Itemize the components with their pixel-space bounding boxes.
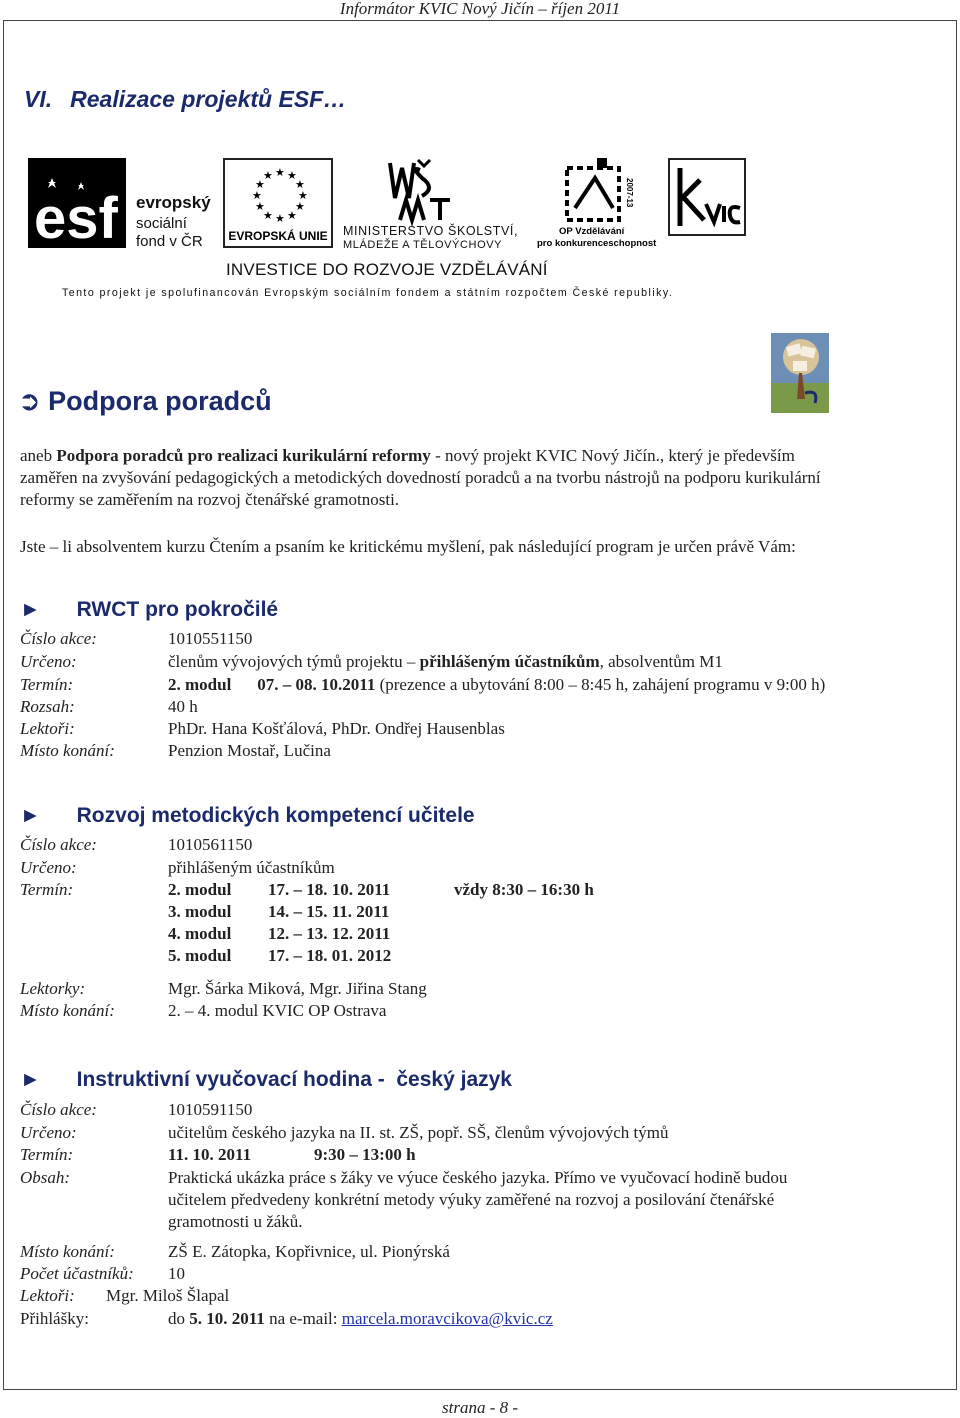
course3-datum: 11. 10. 2011	[168, 1145, 252, 1164]
course1-rozsah: 40 h	[168, 697, 198, 716]
eu-label: EVROPSKÁ UNIE	[228, 229, 328, 243]
svg-text:★: ★	[252, 190, 262, 202]
course2-cas: vždy 8:30 – 16:30 h	[454, 880, 594, 899]
book-tree-illustration	[771, 333, 829, 413]
course1-lektori-label: Lektoři:	[20, 719, 75, 738]
course3-prihlasky-label: Přihlášky:	[20, 1309, 89, 1328]
svg-text:★: ★	[255, 201, 265, 213]
course2-termin-label: Termín:	[20, 880, 74, 899]
course3-lektor-label: Lektoři:	[20, 1286, 75, 1305]
section-heading	[24, 86, 364, 113]
intro-project-name: Podpora poradců pro realizaci kurikulární reformy	[56, 446, 431, 465]
section-title: Realizace projektů ESF…	[70, 86, 347, 112]
course3-obsah-line-1: Praktická ukázka práce s žáky ve výuce českého jazyka. Přímo ve vyučovací hodině budou	[168, 1168, 788, 1187]
modul-datum: 17. – 18. 10. 2011	[268, 880, 391, 899]
course1-datum: 07. – 08. 10.2011	[257, 675, 376, 694]
msmt-line2: MLÁDEŽE A TĚLOVÝCHOVY	[343, 239, 503, 248]
svg-text:★: ★	[263, 210, 273, 222]
course2-lektorky: Mgr. Šárka Miková, Mgr. Jiřina Stang	[168, 979, 427, 998]
course1-termin-label: Termín:	[20, 675, 74, 694]
course3-obsah-label: Obsah:	[20, 1168, 71, 1187]
course1-misto: Penzion Mostař, Lučina	[168, 741, 331, 760]
course3-prihlasky	[168, 1308, 553, 1330]
esf-line3: fond v ČR	[136, 233, 203, 248]
svg-text:★: ★	[287, 210, 297, 222]
course2-misto: 2. – 4. modul KVIC OP Ostrava	[168, 1001, 387, 1020]
eu-flag-icon	[229, 164, 327, 226]
modul-label: 5. modul	[168, 946, 232, 965]
course1-urceno-a: členům vývojových týmů projektu –	[168, 652, 420, 671]
course3-lektor: Mgr. Miloš Šlapal	[106, 1286, 230, 1305]
podpora-title: Podpora poradců	[48, 386, 272, 416]
svg-text:★: ★	[295, 179, 305, 191]
course1-heading	[20, 598, 278, 622]
modul-datum: 12. – 13. 12. 2011	[268, 924, 391, 943]
course2-cislo-label: Číslo akce:	[20, 835, 97, 854]
intro-suffix: - nový projekt KVIC Nový Jičín., který je především	[430, 446, 795, 465]
course2-urceno-label: Určeno:	[20, 858, 77, 877]
bullet-triangle-icon: ►	[20, 1068, 41, 1091]
course3-termin-label: Termín:	[20, 1145, 74, 1164]
bullet-triangle-icon: ►	[20, 598, 41, 621]
course2-misto-label: Místo konání:	[20, 1001, 115, 1020]
bullet-triangle-icon: ►	[20, 804, 41, 827]
op-vzdelavani-logo	[535, 158, 660, 248]
course3-cislo: 1010591150	[168, 1100, 253, 1119]
eu-logo	[223, 158, 333, 248]
op-line2: pro konkurenceschopnost	[537, 238, 657, 248]
section-number: VI.	[24, 86, 53, 112]
course3-termin	[168, 1144, 416, 1166]
course1-lektori: PhDr. Hana Košťálová, PhDr. Ondřej Hausenblas	[168, 719, 505, 738]
course3-misto: ZŠ E. Zátopka, Kopřivnice, ul. Pionýrská	[168, 1242, 450, 1261]
kvic-logo	[668, 158, 746, 236]
course2-modul-row	[168, 901, 390, 923]
course1-title: RWCT pro pokročilé	[76, 598, 279, 621]
course2-title: Rozvoj metodických kompetencí učitele	[76, 804, 475, 827]
svg-text:★: ★	[275, 213, 285, 225]
course1-misto-label: Místo konání:	[20, 741, 115, 760]
svg-text:★: ★	[287, 170, 297, 182]
course2-urceno: přihlášeným účastníkům	[168, 858, 335, 877]
course1-urceno-b: , absolventům M1	[599, 652, 723, 671]
esf-logo	[28, 158, 218, 248]
svg-text:★: ★	[298, 190, 308, 202]
svg-text:★: ★	[263, 170, 273, 182]
course3-obsah-line-3: gramotnosti u žáků.	[168, 1212, 303, 1231]
intro-prefix: aneb	[20, 446, 57, 465]
course2-modul-row	[168, 879, 594, 901]
course2-lektorky-label: Lektorky:	[20, 979, 86, 998]
email-link[interactable]: marcela.moravcikova@kvic.cz	[341, 1309, 553, 1328]
course1-modul: 2. modul	[168, 675, 232, 694]
msmt-logo	[340, 158, 530, 248]
course3-misto-label: Místo konání:	[20, 1242, 115, 1261]
op-years: 2007-13	[625, 178, 634, 208]
modul-label: 3. modul	[168, 902, 232, 921]
prihlasky-email-label: na e-mail:	[264, 1309, 342, 1328]
esf-line1: evropský	[136, 193, 211, 212]
msmt-line1: MINISTERSTVO ŠKOLSTVÍ,	[343, 224, 519, 238]
modul-datum: 17. – 18. 01. 2012	[268, 946, 392, 965]
course3-pocet-label: Počet účastníků:	[20, 1264, 134, 1283]
course2-cislo: 1010561150	[168, 835, 253, 854]
course3-urceno-label: Určeno:	[20, 1123, 77, 1142]
intro-line-2: zaměřen na zvyšování pedagogických a metodických dovedností poradců a na tvorbu nástrojů na podporu kurikulární	[20, 468, 821, 487]
page-number: strana - 8 -	[441, 1398, 519, 1417]
intro-line-1	[20, 445, 795, 467]
course1-termin-note: (prezence a ubytování 8:00 – 8:45 h, zahájení programu v 9:00 h)	[375, 675, 826, 694]
course2-modul-row	[168, 945, 392, 967]
course1-urceno-label: Určeno:	[20, 652, 77, 671]
course2-heading	[20, 804, 475, 828]
course3-obsah-line-2: učitelem předvedeny konkrétní metody výuky zaměřené na rozvoj a posilování čtenářské	[168, 1190, 775, 1209]
course3-title: Instruktivní vyučovací hodina - český jazyk	[76, 1068, 512, 1091]
prihlasky-deadline: 5. 10. 2011	[189, 1309, 265, 1328]
svg-text:★: ★	[255, 179, 265, 191]
intro-line-3: reformy se zaměřením na rozvoj čtenářské gramotnosti.	[20, 490, 400, 509]
course1-termin	[168, 674, 825, 696]
target-question: Jste – li absolventem kurzu Čtením a psaním ke kritickému myšlení, pak následující program je určen právě Vám:	[20, 537, 796, 556]
op-line1: OP Vzdělávání	[559, 226, 625, 237]
podpora-heading	[18, 386, 272, 417]
esf-line2: sociální	[136, 215, 187, 232]
course3-cislo-label: Číslo akce:	[20, 1100, 97, 1119]
course2-modul-row	[168, 923, 391, 945]
modul-datum: 14. – 15. 11. 2011	[268, 902, 390, 921]
course1-rozsah-label: Rozsah:	[20, 697, 75, 716]
svg-text:esf: esf	[34, 186, 118, 248]
cofinancing-note: Tento projekt je spolufinancován Evropským sociálním fondem a státním rozpočtem České republiky.	[62, 287, 674, 299]
course1-cislo: 1010551150	[168, 629, 253, 648]
investice-banner: INVESTICE DO ROZVOJE VZDĚLÁVÁNÍ	[226, 260, 548, 279]
course1-urceno-bold: přihlášeným účastníkům	[419, 652, 600, 671]
prihlasky-prefix: do	[168, 1309, 190, 1328]
course3-urceno: učitelům českého jazyka na II. st. ZŠ, popř. SŠ, členům vývojových týmů	[168, 1123, 669, 1142]
course3-pocet: 10	[168, 1264, 185, 1283]
modul-label: 4. modul	[168, 924, 232, 943]
course3-cas: 9:30 – 13:00 h	[314, 1145, 416, 1164]
course3-heading	[20, 1068, 512, 1092]
modul-label: 2. modul	[168, 880, 232, 899]
svg-text:★: ★	[275, 167, 285, 179]
course1-urceno	[168, 651, 723, 673]
arrow-right-icon: ➲	[18, 386, 41, 416]
svg-text:★: ★	[295, 201, 305, 213]
course1-cislo-label: Číslo akce:	[20, 629, 97, 648]
page-header: Informátor KVIC Nový Jičín – říjen 2011	[339, 0, 621, 18]
